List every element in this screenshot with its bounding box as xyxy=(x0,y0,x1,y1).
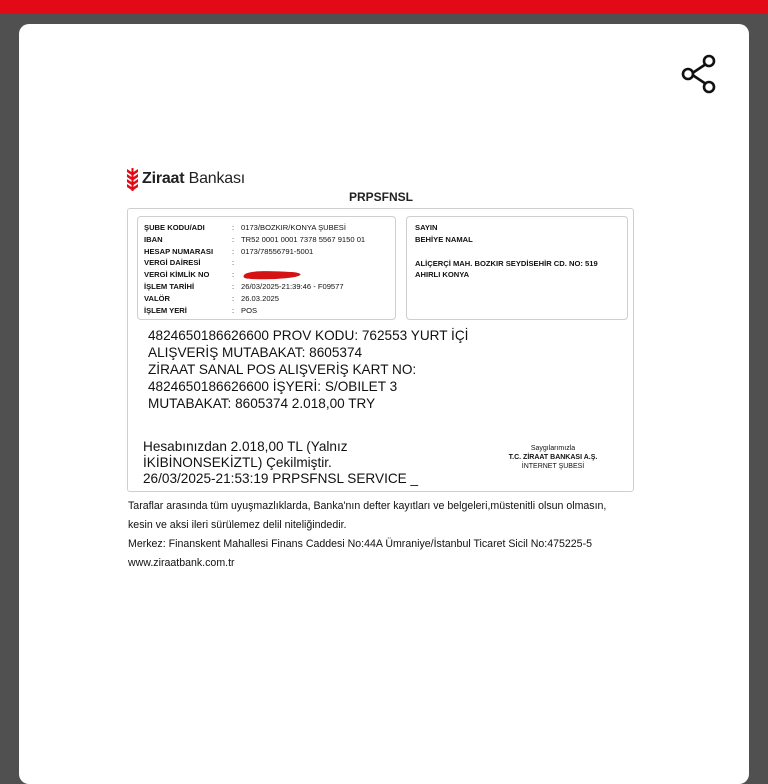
description-line: ZİRAAT SANAL POS ALIŞVERİŞ KART NO: xyxy=(148,362,417,377)
signature-greeting: Saygılarımızla xyxy=(530,445,576,452)
share-button[interactable] xyxy=(679,52,719,96)
summary-line: 26/03/2025-21:53:19 PRPSFNSL SERVICE _ xyxy=(143,471,419,486)
description-line: MUTABAKAT: 8605374 2.018,00 TRY xyxy=(148,396,376,411)
footer-line: Taraflar arasında tüm uyuşmazlıklarda, Banka'nın defter kayıtları ve belgeleri,müstenitli olsun olmasın, xyxy=(128,500,607,512)
summary-line: Hesabınızdan 2.018,00 TL (Yalnız xyxy=(143,439,348,454)
bank-name: Ziraat Bankası xyxy=(142,170,246,187)
share-icon xyxy=(679,52,719,96)
footer-line: Merkez: Finanskent Mahallesi Finans Caddesi No:44A Ümraniye/İstanbul Ticaret Sicil No:475225-5 xyxy=(128,538,592,550)
customer-salutation: SAYIN xyxy=(415,223,438,232)
bank-logo xyxy=(126,167,245,191)
transaction-summary xyxy=(143,439,473,487)
transaction-description xyxy=(148,327,508,412)
document-title: PRPSFNSL xyxy=(348,190,413,204)
redaction-mark xyxy=(242,270,304,280)
signature-branch: İNTERNET ŞUBESİ xyxy=(521,463,585,470)
description-line: 4824650186626600 İŞYERİ: S/OBILET 3 xyxy=(148,379,398,394)
signature-bank: T.C. ZİRAAT BANKASI A.Ş. xyxy=(508,454,598,461)
customer-address-line2: AHIRLI KONYA xyxy=(415,270,470,279)
customer-name: BEHİYE NAMAL xyxy=(415,235,473,244)
ziraat-wheat-logo-icon xyxy=(126,168,139,191)
footer-website: www.ziraatbank.com.tr xyxy=(128,557,235,569)
account-info-box: ŞUBE KODU/ADI : 0173/BOZKIR/KONYA ŞUBESİ IBAN : TR52 0001 0001 7378 5567 9150 01 HESAP NUMARASI : 0173/78556791-5001 VERGİ DAİRESİ : VERGİ KİMLİK NO : İŞLEM TARİHİ : 26/03/2025-21:39:46 - F09577 VALÖR : 26.03.2025 İŞLEM YERİ : POS xyxy=(137,216,396,320)
footer-line: kesin ve aksi ileri sürülemez delil niteliğindedir. xyxy=(128,519,347,531)
description-line: 4824650186626600 PROV KODU: 762553 YURT İÇİ xyxy=(148,328,469,343)
legal-footer xyxy=(128,497,648,573)
customer-address-line1: ALİÇERÇİ MAH. BOZKIR SEYDİSEHİR CD. NO: 519 xyxy=(415,259,598,268)
signature-block xyxy=(492,444,614,471)
description-line: ALIŞVERİŞ MUTABAKAT: 8605374 xyxy=(148,345,363,360)
customer-box xyxy=(406,216,628,320)
app-top-bar xyxy=(0,0,768,14)
summary-line: İKİBİNONSEKİZTL) Çekilmiştir. xyxy=(143,455,332,470)
